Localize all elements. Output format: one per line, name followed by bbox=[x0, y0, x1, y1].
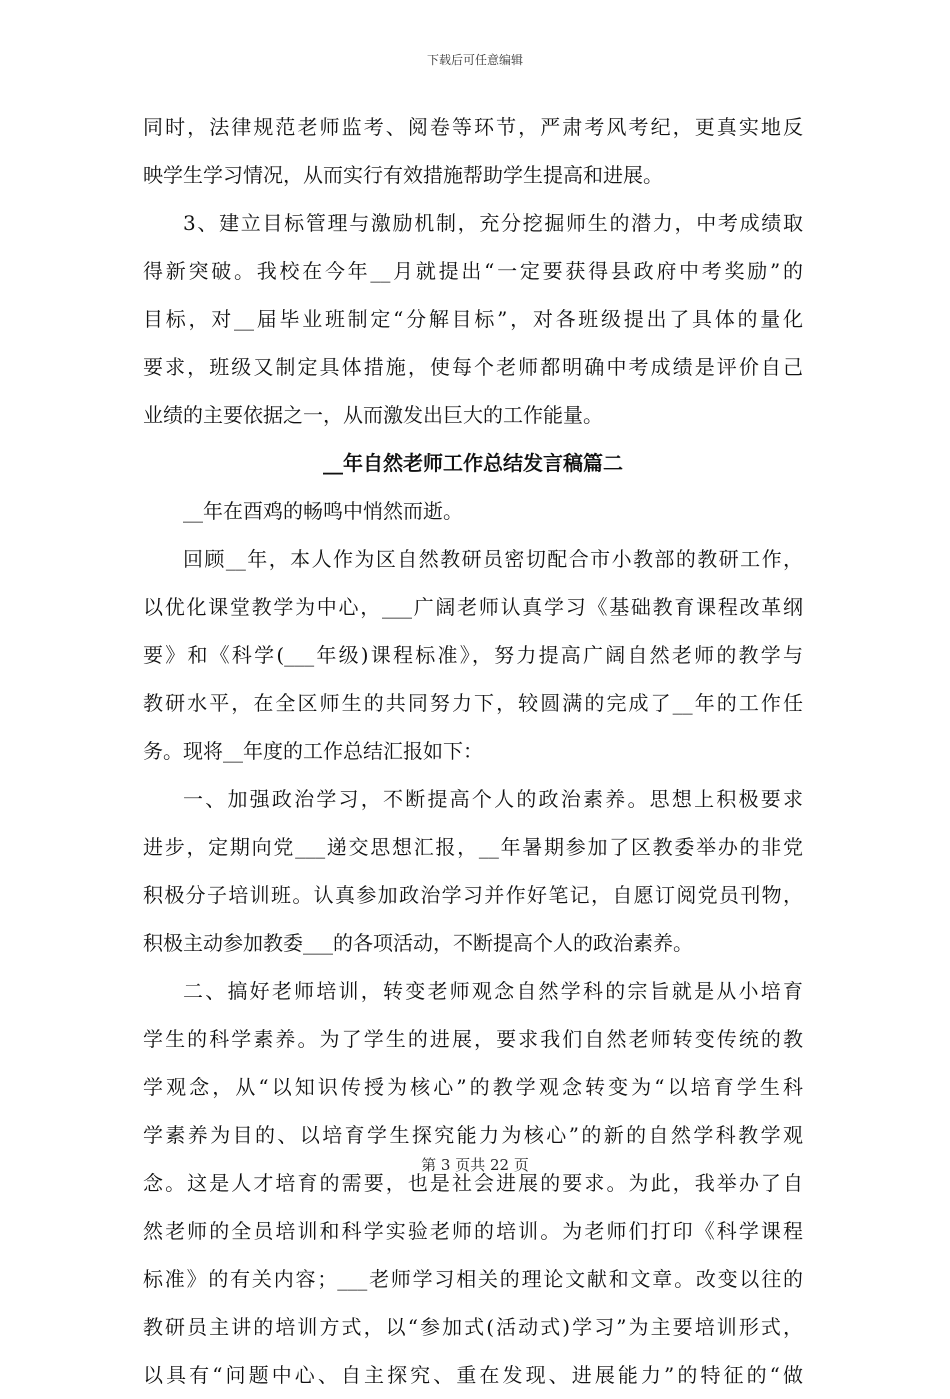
paragraph-line: 业绩的主要依据之一，从而激发出巨大的工作能量。 bbox=[143, 403, 603, 427]
paragraph-line: 回顾__年，本人作为区自然教研员密切配合市小教部的教研工作， bbox=[183, 547, 803, 571]
paragraph-line: 教研水平，在全区师生的共同努力下，较圆满的完成了__年的工作任 bbox=[143, 691, 803, 715]
section-heading: __年自然老师工作总结发言稿篇二 bbox=[323, 451, 623, 475]
paragraph-line: 教研员主讲的培训方式，以“参加式(活动式)学习”为主要培训形式， bbox=[143, 1315, 803, 1339]
paragraph-line: 标准》的有关内容；___老师学习相关的理论文献和文章。改变以往的 bbox=[143, 1267, 803, 1291]
paragraph-line: 务。现将__年度的工作总结汇报如下： bbox=[143, 739, 483, 763]
paragraph-line: __年在酉鸡的畅鸣中悄然而逝。 bbox=[183, 499, 463, 523]
paragraph-line: 以具有“问题中心、自主探究、重在发现、进展能力”的特征的“做 bbox=[143, 1363, 803, 1387]
paragraph-line: 映学生学习情况，从而实行有效措施帮助学生提高和进展。 bbox=[143, 163, 663, 187]
paragraph-line: 积极分子培训班。认真参加政治学习并作好笔记，自愿订阅党员刊物， bbox=[143, 883, 803, 907]
paragraph-line: 同时，法律规范老师监考、阅卷等环节，严肃考风考纪，更真实地反 bbox=[143, 115, 803, 139]
paragraph-line: 目标，对__届毕业班制定“分解目标”，对各班级提出了具体的量化 bbox=[143, 307, 803, 331]
page-footer: 第 3 页共 22 页 bbox=[421, 1156, 529, 1174]
paragraph-line: 念。这是人才培育的需要，也是社会进展的要求。为此，我举办了自 bbox=[143, 1171, 803, 1195]
paragraph-line: 要》和《科学(___年级)课程标准》，努力提高广阔自然老师的教学与 bbox=[143, 643, 803, 667]
paragraph-line: 得新突破。我校在今年__月就提出“一定要获得县政府中考奖励”的 bbox=[143, 259, 803, 283]
paragraph-line: 要求，班级又制定具体措施，使每个老师都明确中考成绩是评价自己 bbox=[143, 355, 803, 379]
paragraph-line: 积极主动参加教委___的各项活动，不断提高个人的政治素养。 bbox=[143, 931, 693, 955]
paragraph-line: 一、加强政治学习，不断提高个人的政治素养。思想上积极要求 bbox=[183, 787, 803, 811]
paragraph-line: 进步，定期向党___递交思想汇报，__年暑期参加了区教委举办的非党 bbox=[143, 835, 803, 859]
paragraph-line: 学生的科学素养。为了学生的进展，要求我们自然老师转变传统的教 bbox=[143, 1027, 803, 1051]
page-header: 下载后可任意编辑 bbox=[426, 53, 523, 67]
paragraph-line: 学观念，从“以知识传授为核心”的教学观念转变为“以培育学生科 bbox=[143, 1075, 803, 1099]
paragraph-line: 3、建立目标管理与激励机制，充分挖掘师生的潜力，中考成绩取 bbox=[183, 211, 803, 235]
paragraph-line: 二、搞好老师培训，转变老师观念自然学科的宗旨就是从小培育 bbox=[183, 979, 803, 1003]
document-body bbox=[143, 103, 803, 1399]
paragraph-line: 以优化课堂教学为中心，___广阔老师认真学习《基础教育课程改革纲 bbox=[143, 595, 803, 619]
paragraph-line: 然老师的全员培训和科学实验老师的培训。为老师们打印《科学课程 bbox=[143, 1219, 803, 1243]
paragraph-line: 学素养为目的、以培育学生探究能力为核心”的新的自然学科教学观 bbox=[143, 1123, 803, 1147]
